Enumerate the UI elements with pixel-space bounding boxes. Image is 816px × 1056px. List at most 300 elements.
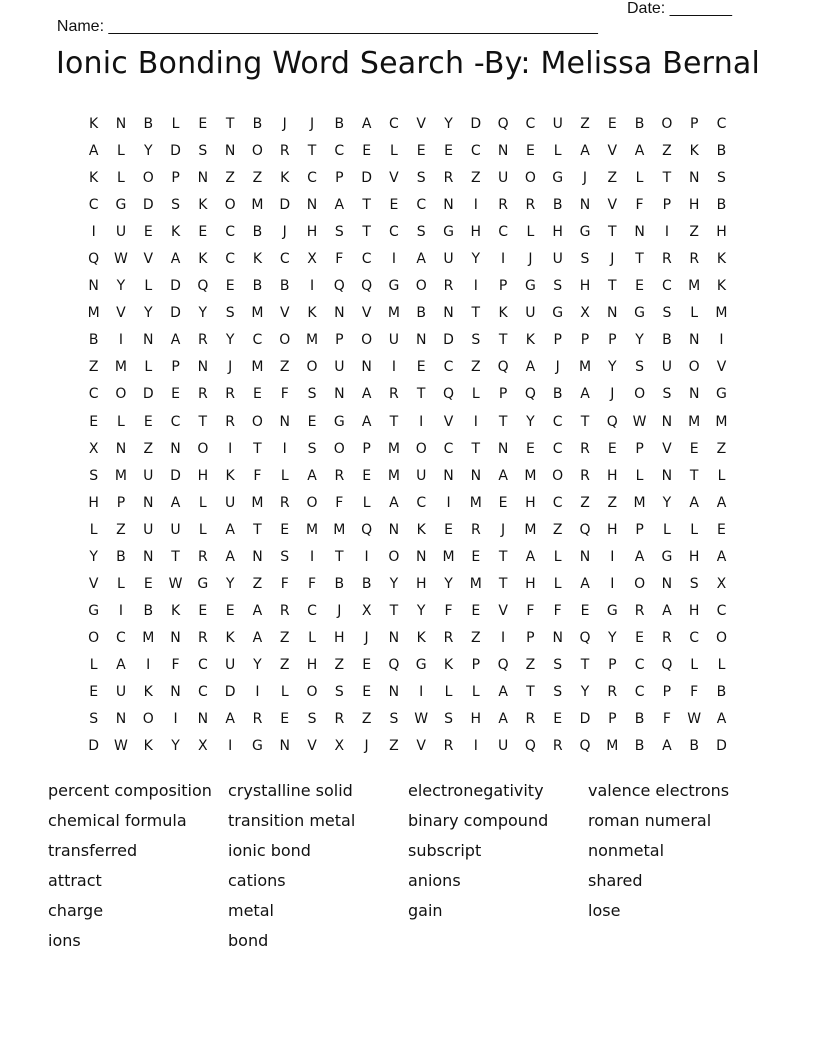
grid-letter[interactable]: Y <box>471 251 481 268</box>
grid-letter[interactable]: Z <box>279 629 290 646</box>
grid-letter[interactable]: U <box>143 521 154 538</box>
grid-letter[interactable]: S <box>280 548 290 565</box>
grid-letter[interactable]: M <box>442 548 455 565</box>
grid-letter[interactable]: H <box>579 278 591 295</box>
grid-letter[interactable]: M <box>251 305 264 322</box>
grid-letter[interactable]: T <box>498 413 508 430</box>
grid-letter[interactable]: I <box>364 548 369 565</box>
grid-letter[interactable]: E <box>525 440 535 457</box>
grid-letter[interactable]: O <box>333 440 345 457</box>
grid-letter[interactable]: D <box>361 170 372 187</box>
grid-letter[interactable]: N <box>443 197 454 214</box>
grid-letter[interactable]: M <box>469 575 482 592</box>
grid-letter[interactable]: W <box>114 251 128 268</box>
grid-letter[interactable]: B <box>143 116 154 132</box>
grid-letter[interactable]: Y <box>225 332 235 349</box>
grid-letter[interactable]: G <box>524 278 536 295</box>
grid-letter[interactable]: A <box>307 467 317 484</box>
grid-letter[interactable]: M <box>524 467 537 484</box>
grid-letter[interactable]: V <box>443 413 454 430</box>
grid-letter[interactable]: C <box>689 629 700 646</box>
grid-letter[interactable]: K <box>416 629 426 646</box>
grid-letter[interactable]: A <box>689 494 699 511</box>
grid-letter[interactable]: N <box>170 683 181 700</box>
grid-letter[interactable]: K <box>89 116 99 132</box>
grid-letter[interactable]: A <box>361 413 372 430</box>
grid-letter[interactable]: L <box>390 143 398 160</box>
grid-letter[interactable]: L <box>717 656 726 673</box>
grid-letter[interactable]: L <box>198 521 207 538</box>
grid-letter[interactable]: E <box>198 116 208 132</box>
grid-letter[interactable]: R <box>279 143 290 160</box>
grid-letter[interactable]: H <box>306 224 318 241</box>
grid-letter[interactable]: H <box>716 224 727 241</box>
grid-letter[interactable]: F <box>307 575 317 592</box>
grid-letter[interactable]: E <box>307 413 317 430</box>
grid-letter[interactable]: O <box>306 494 318 511</box>
grid-letter[interactable]: I <box>719 332 724 349</box>
grid-letter[interactable]: C <box>334 143 345 160</box>
grid-letter[interactable]: T <box>498 575 508 592</box>
grid-letter[interactable]: N <box>661 467 673 484</box>
grid-letter[interactable]: T <box>335 548 344 565</box>
grid-letter[interactable]: K <box>198 197 208 214</box>
grid-letter[interactable]: J <box>501 521 506 538</box>
grid-letter[interactable]: U <box>225 494 236 511</box>
grid-letter[interactable]: V <box>416 116 426 132</box>
grid-letter[interactable]: E <box>143 224 153 241</box>
grid-letter[interactable]: M <box>469 494 482 511</box>
grid-letter[interactable]: N <box>115 440 127 457</box>
grid-letter[interactable]: N <box>579 197 591 214</box>
grid-letter[interactable]: S <box>689 575 699 592</box>
grid-letter[interactable]: G <box>552 305 564 322</box>
grid-letter[interactable]: M <box>333 521 346 538</box>
grid-letter[interactable]: U <box>552 116 563 132</box>
grid-letter[interactable]: Y <box>444 116 453 132</box>
grid-letter[interactable]: E <box>171 386 180 403</box>
grid-letter[interactable]: N <box>334 386 345 403</box>
grid-letter[interactable]: Q <box>579 629 591 646</box>
grid-letter[interactable]: N <box>388 629 400 646</box>
grid-letter[interactable]: R <box>197 629 208 646</box>
grid-letter[interactable]: R <box>689 251 700 268</box>
grid-letter[interactable]: P <box>635 440 644 457</box>
grid-letter[interactable]: A <box>170 251 181 268</box>
grid-letter[interactable]: E <box>607 440 617 457</box>
grid-letter[interactable]: N <box>497 143 509 160</box>
grid-letter[interactable]: Z <box>279 359 290 376</box>
grid-letter[interactable]: O <box>224 197 236 214</box>
grid-letter[interactable]: A <box>225 548 235 565</box>
grid-letter[interactable]: Q <box>661 656 673 673</box>
grid-letter[interactable]: H <box>470 711 482 728</box>
grid-letter[interactable]: P <box>608 332 617 349</box>
grid-letter[interactable]: D <box>142 386 154 403</box>
grid-letter[interactable]: M <box>387 305 400 322</box>
grid-letter[interactable]: A <box>662 738 672 755</box>
grid-letter[interactable]: K <box>280 170 290 187</box>
grid-letter[interactable]: E <box>416 143 426 160</box>
grid-letter[interactable]: J <box>228 359 233 376</box>
grid-letter[interactable]: C <box>634 683 645 700</box>
grid-letter[interactable]: V <box>607 197 618 214</box>
grid-letter[interactable]: N <box>661 575 673 592</box>
grid-letter[interactable]: S <box>171 197 180 214</box>
grid-letter[interactable]: E <box>89 413 99 430</box>
grid-letter[interactable]: E <box>362 683 372 700</box>
grid-letter[interactable]: C <box>116 629 126 646</box>
grid-letter[interactable]: Q <box>388 656 400 673</box>
grid-letter[interactable]: N <box>443 467 454 484</box>
grid-letter[interactable]: U <box>443 251 454 268</box>
grid-letter[interactable]: A <box>498 467 508 484</box>
grid-letter[interactable]: B <box>416 305 427 322</box>
grid-letter[interactable]: L <box>362 494 371 511</box>
grid-letter[interactable]: O <box>415 278 427 295</box>
grid-letter[interactable]: Y <box>225 575 235 592</box>
grid-letter[interactable]: M <box>715 305 728 322</box>
grid-letter[interactable]: C <box>634 656 645 673</box>
grid-letter[interactable]: W <box>687 711 702 728</box>
grid-letter[interactable]: O <box>142 711 154 728</box>
grid-letter[interactable]: J <box>610 386 615 403</box>
grid-letter[interactable]: G <box>252 738 263 755</box>
grid-letter[interactable]: C <box>389 224 399 241</box>
grid-letter[interactable]: Z <box>471 170 481 187</box>
grid-letter[interactable]: A <box>580 575 590 592</box>
grid-letter[interactable]: L <box>171 116 180 132</box>
grid-letter[interactable]: H <box>470 224 482 241</box>
grid-letter[interactable]: S <box>89 467 99 484</box>
grid-letter[interactable]: N <box>415 548 427 565</box>
grid-letter[interactable]: K <box>716 251 727 268</box>
grid-letter[interactable]: A <box>662 602 672 619</box>
grid-letter[interactable]: S <box>416 224 426 241</box>
grid-letter[interactable]: K <box>716 278 727 295</box>
grid-letter[interactable]: M <box>305 521 319 538</box>
grid-letter[interactable]: M <box>114 467 127 484</box>
grid-letter[interactable]: N <box>388 683 400 700</box>
grid-letter[interactable]: Z <box>716 440 727 457</box>
grid-letter[interactable]: C <box>661 278 672 295</box>
grid-letter[interactable]: E <box>498 494 508 511</box>
grid-letter[interactable]: V <box>662 440 672 457</box>
grid-letter[interactable]: R <box>279 602 290 619</box>
grid-letter[interactable]: I <box>473 738 478 755</box>
grid-letter[interactable]: P <box>662 197 672 214</box>
grid-letter[interactable]: X <box>88 440 99 457</box>
grid-letter[interactable]: D <box>470 116 482 132</box>
grid-letter[interactable]: O <box>634 386 646 403</box>
grid-letter[interactable]: A <box>170 332 181 349</box>
grid-letter[interactable]: L <box>635 170 644 187</box>
grid-letter[interactable]: Z <box>116 521 126 538</box>
grid-letter[interactable]: F <box>171 656 180 673</box>
grid-letter[interactable]: F <box>335 251 344 268</box>
grid-letter[interactable]: V <box>716 359 727 376</box>
grid-letter[interactable]: M <box>387 467 400 484</box>
grid-letter[interactable]: V <box>607 143 618 160</box>
grid-letter[interactable]: K <box>225 629 235 646</box>
grid-letter[interactable]: O <box>634 575 646 592</box>
grid-letter[interactable]: L <box>553 548 562 565</box>
grid-letter[interactable]: J <box>582 170 588 187</box>
grid-letter[interactable]: U <box>497 170 509 187</box>
grid-letter[interactable]: G <box>115 197 127 214</box>
grid-letter[interactable]: I <box>419 413 424 430</box>
grid-letter[interactable]: T <box>662 170 672 187</box>
grid-letter[interactable]: D <box>170 143 181 160</box>
grid-letter[interactable]: L <box>89 521 98 538</box>
grid-letter[interactable]: G <box>661 548 673 565</box>
grid-letter[interactable]: B <box>252 224 263 241</box>
grid-letter[interactable]: R <box>252 711 263 728</box>
grid-letter[interactable]: Y <box>580 683 590 700</box>
grid-letter[interactable]: N <box>361 359 372 376</box>
grid-letter[interactable]: S <box>635 359 645 376</box>
grid-letter[interactable]: S <box>553 656 563 673</box>
grid-letter[interactable]: O <box>88 629 100 646</box>
grid-letter[interactable]: E <box>362 656 372 673</box>
grid-letter[interactable]: N <box>252 548 263 565</box>
grid-letter[interactable]: E <box>717 521 726 538</box>
grid-letter[interactable]: Y <box>389 575 399 592</box>
grid-letter[interactable]: E <box>471 548 481 565</box>
grid-letter[interactable]: M <box>114 359 127 376</box>
grid-letter[interactable]: T <box>608 278 617 295</box>
grid-letter[interactable]: O <box>552 467 564 484</box>
grid-letter[interactable]: Q <box>197 278 209 295</box>
grid-letter[interactable]: K <box>143 738 153 755</box>
grid-letter[interactable]: M <box>87 305 100 322</box>
grid-letter[interactable]: B <box>88 332 99 349</box>
grid-letter[interactable]: O <box>279 332 291 349</box>
grid-letter[interactable]: I <box>664 224 669 241</box>
grid-letter[interactable]: N <box>388 521 400 538</box>
grid-letter[interactable]: L <box>280 467 289 484</box>
grid-letter[interactable]: C <box>252 332 263 349</box>
grid-letter[interactable]: E <box>444 143 453 160</box>
grid-letter[interactable]: W <box>632 413 647 430</box>
grid-letter[interactable]: S <box>307 386 317 403</box>
grid-letter[interactable]: P <box>362 440 371 457</box>
name-field-label[interactable]: Name: _______________________________________________________ <box>56 18 598 35</box>
grid-letter[interactable]: N <box>306 197 318 214</box>
grid-letter[interactable]: Z <box>88 359 99 376</box>
grid-letter[interactable]: O <box>661 116 673 132</box>
grid-letter[interactable]: Z <box>389 738 399 755</box>
grid-letter[interactable]: I <box>118 602 124 619</box>
grid-letter[interactable]: S <box>580 251 590 268</box>
grid-letter[interactable]: E <box>280 711 290 728</box>
grid-letter[interactable]: H <box>88 494 99 511</box>
grid-letter[interactable]: G <box>579 224 591 241</box>
grid-letter[interactable]: I <box>309 278 315 295</box>
grid-letter[interactable]: U <box>115 224 127 241</box>
grid-letter[interactable]: M <box>251 494 264 511</box>
grid-letter[interactable]: B <box>143 602 154 619</box>
grid-letter[interactable]: P <box>608 656 617 673</box>
grid-letter[interactable]: M <box>578 359 592 376</box>
grid-letter[interactable]: S <box>662 386 672 403</box>
grid-letter[interactable]: E <box>416 359 426 376</box>
grid-letter[interactable]: A <box>716 711 727 728</box>
grid-letter[interactable]: X <box>334 738 345 755</box>
grid-letter[interactable]: M <box>633 494 646 511</box>
grid-letter[interactable]: I <box>228 738 233 755</box>
grid-letter[interactable]: U <box>388 332 400 349</box>
grid-letter[interactable]: M <box>606 738 619 755</box>
grid-letter[interactable]: F <box>280 575 289 592</box>
grid-letter[interactable]: V <box>88 575 99 592</box>
grid-letter[interactable]: Y <box>444 575 453 592</box>
grid-letter[interactable]: N <box>688 332 700 349</box>
grid-letter[interactable]: T <box>389 602 399 619</box>
grid-letter[interactable]: M <box>715 413 728 430</box>
grid-letter[interactable]: H <box>688 197 700 214</box>
grid-letter[interactable]: T <box>498 548 508 565</box>
grid-letter[interactable]: O <box>524 170 536 187</box>
grid-letter[interactable]: K <box>689 143 699 160</box>
grid-letter[interactable]: Q <box>524 386 536 403</box>
grid-letter[interactable]: E <box>635 629 645 646</box>
grid-letter[interactable]: B <box>552 197 563 214</box>
grid-letter[interactable]: F <box>335 494 344 511</box>
grid-letter[interactable]: R <box>443 738 454 755</box>
grid-letter[interactable]: R <box>552 738 563 755</box>
grid-letter[interactable]: U <box>225 656 236 673</box>
grid-letter[interactable]: A <box>225 521 235 538</box>
grid-letter[interactable]: A <box>389 494 399 511</box>
grid-letter[interactable]: S <box>225 305 235 322</box>
grid-letter[interactable]: U <box>525 305 536 322</box>
grid-letter[interactable]: B <box>716 197 727 214</box>
grid-letter[interactable]: J <box>282 116 287 132</box>
grid-letter[interactable]: E <box>89 683 99 700</box>
grid-letter[interactable]: I <box>255 683 260 700</box>
grid-letter[interactable]: I <box>610 548 615 565</box>
date-field-label[interactable]: Date: _______ <box>627 0 732 17</box>
grid-letter[interactable]: Y <box>89 548 98 565</box>
grid-letter[interactable]: Z <box>580 116 590 132</box>
grid-letter[interactable]: F <box>690 683 699 700</box>
grid-letter[interactable]: P <box>608 711 617 728</box>
grid-letter[interactable]: V <box>416 738 426 755</box>
grid-letter[interactable]: Y <box>143 305 153 322</box>
grid-letter[interactable]: D <box>88 738 100 755</box>
grid-letter[interactable]: X <box>198 738 208 755</box>
grid-letter[interactable]: B <box>334 575 345 592</box>
grid-letter[interactable]: Q <box>497 359 509 376</box>
grid-letter[interactable]: I <box>228 440 233 457</box>
grid-letter[interactable]: F <box>635 197 644 214</box>
grid-letter[interactable]: D <box>716 738 727 755</box>
grid-letter[interactable]: A <box>498 683 508 700</box>
grid-letter[interactable]: W <box>114 738 128 755</box>
grid-letter[interactable]: F <box>253 467 262 484</box>
grid-letter[interactable]: M <box>387 440 400 457</box>
grid-letter[interactable]: O <box>306 683 318 700</box>
grid-letter[interactable]: S <box>307 711 317 728</box>
grid-letter[interactable]: B <box>634 711 645 728</box>
grid-letter[interactable]: C <box>716 602 727 619</box>
grid-letter[interactable]: C <box>716 116 727 132</box>
grid-letter[interactable]: O <box>688 359 700 376</box>
grid-letter[interactable]: L <box>117 143 125 160</box>
grid-letter[interactable]: D <box>170 305 181 322</box>
grid-letter[interactable]: N <box>470 467 482 484</box>
grid-letter[interactable]: I <box>473 197 478 214</box>
grid-letter[interactable]: I <box>173 711 178 728</box>
grid-letter[interactable]: R <box>525 711 536 728</box>
grid-letter[interactable]: Z <box>552 521 563 538</box>
grid-letter[interactable]: N <box>279 738 290 755</box>
grid-letter[interactable]: R <box>443 278 454 295</box>
grid-letter[interactable]: R <box>580 440 590 457</box>
grid-letter[interactable]: T <box>689 467 699 484</box>
grid-letter[interactable]: R <box>607 683 618 700</box>
grid-letter[interactable]: H <box>525 494 536 511</box>
grid-letter[interactable]: B <box>552 386 563 403</box>
grid-letter[interactable]: P <box>635 521 644 538</box>
grid-letter[interactable]: Y <box>608 629 617 646</box>
grid-letter[interactable]: C <box>470 143 481 160</box>
grid-letter[interactable]: L <box>117 170 125 187</box>
grid-letter[interactable]: U <box>416 467 427 484</box>
grid-letter[interactable]: G <box>634 305 646 322</box>
grid-letter[interactable]: D <box>170 278 181 295</box>
grid-letter[interactable]: A <box>716 494 727 511</box>
grid-letter[interactable]: T <box>416 386 426 403</box>
grid-letter[interactable]: Y <box>662 494 672 511</box>
grid-letter[interactable]: G <box>88 602 100 619</box>
grid-letter[interactable]: T <box>362 197 371 214</box>
grid-letter[interactable]: U <box>170 521 181 538</box>
grid-letter[interactable]: A <box>525 359 536 376</box>
grid-letter[interactable]: D <box>170 467 181 484</box>
grid-letter[interactable]: T <box>225 116 235 132</box>
grid-letter[interactable]: R <box>225 413 235 430</box>
grid-letter[interactable]: C <box>525 116 536 132</box>
grid-letter[interactable]: E <box>253 386 262 403</box>
grid-letter[interactable]: H <box>552 224 563 241</box>
grid-letter[interactable]: C <box>307 602 317 619</box>
grid-letter[interactable]: A <box>580 386 590 403</box>
grid-letter[interactable]: Z <box>607 494 618 511</box>
grid-letter[interactable]: V <box>498 602 508 619</box>
grid-letter[interactable]: Z <box>143 440 154 457</box>
grid-letter[interactable]: U <box>115 683 127 700</box>
grid-letter[interactable]: Z <box>225 170 235 187</box>
grid-letter[interactable]: L <box>471 386 480 403</box>
grid-letter[interactable]: L <box>444 683 453 700</box>
grid-letter[interactable]: S <box>334 683 344 700</box>
grid-letter[interactable]: R <box>389 386 399 403</box>
grid-letter[interactable]: Q <box>579 738 591 755</box>
grid-letter[interactable]: Z <box>525 656 536 673</box>
grid-letter[interactable]: R <box>580 467 590 484</box>
grid-letter[interactable]: J <box>364 738 369 755</box>
grid-letter[interactable]: A <box>525 548 536 565</box>
grid-letter[interactable]: H <box>197 467 209 484</box>
grid-letter[interactable]: M <box>142 629 155 646</box>
grid-letter[interactable]: X <box>307 251 317 268</box>
grid-letter[interactable]: C <box>197 683 208 700</box>
grid-letter[interactable]: N <box>279 413 290 430</box>
grid-letter[interactable]: S <box>553 683 563 700</box>
grid-letter[interactable]: A <box>252 629 263 646</box>
